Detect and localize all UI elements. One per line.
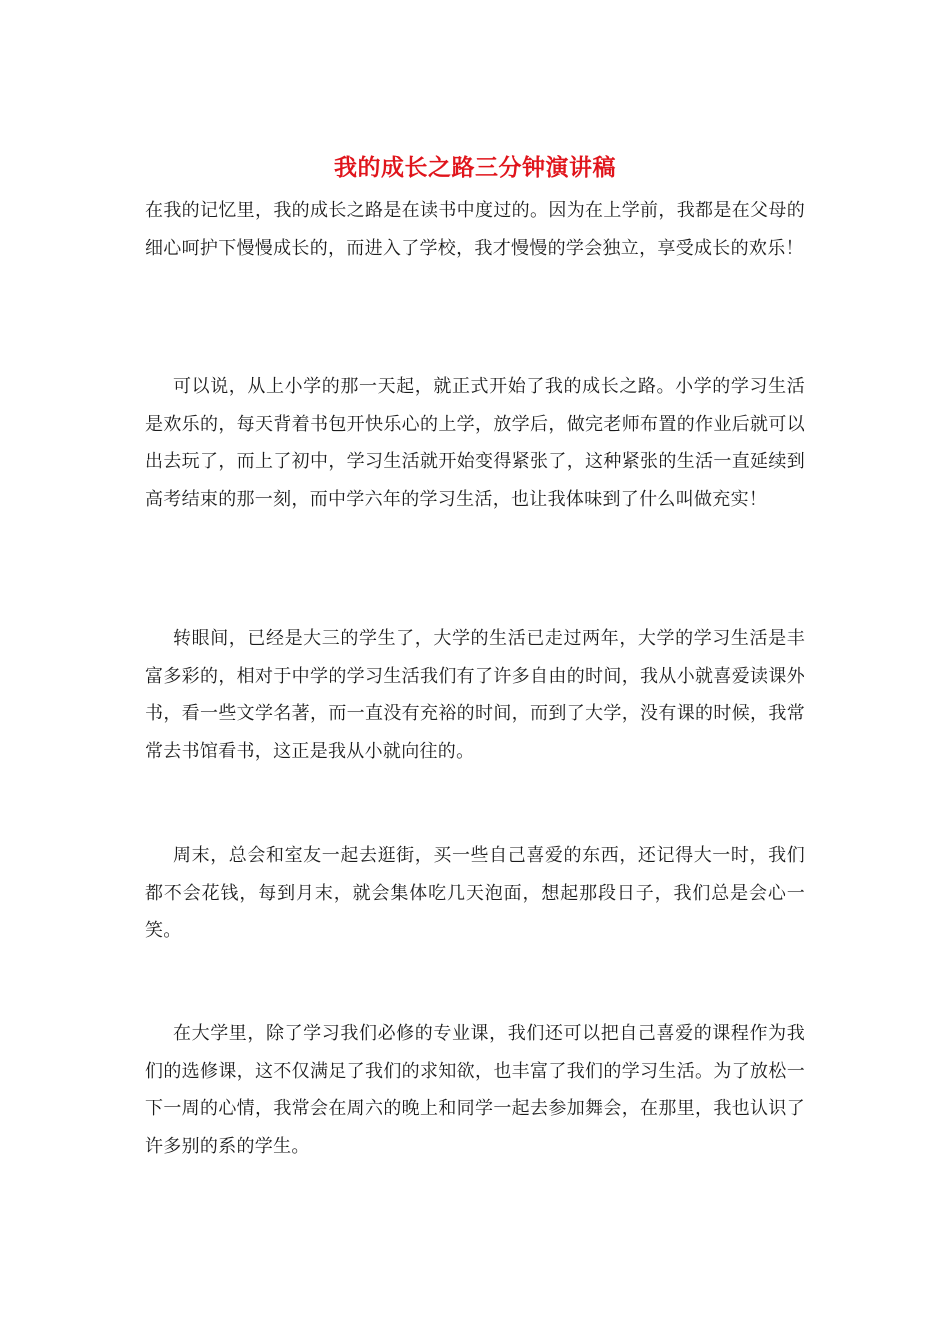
paragraph-1: 在我的记忆里，我的成长之路是在读书中度过的。因为在上学前，我都是在父母的细心呵护下慢慢成长的，而进入了学校，我才慢慢的学会独立，享受成长的欢乐！ <box>145 200 805 259</box>
document-title: 我的成长之路三分钟演讲稿 <box>334 154 616 181</box>
paragraph-3: 转眼间，已经是大三的学生了，大学的生活已走过两年，大学的学习生活是丰富多彩的，相对于中学的学习生活我们有了许多自由的时间，我从小就喜爱读课外书，看一些文学名著，而一直没有充裕的时间，而到了大学，没有课的时候，我常常去书馆看书，这正是我从小就向往的。 <box>145 628 805 762</box>
paragraph-5: 在大学里，除了学习我们必修的专业课，我们还可以把自己喜爱的课程作为我们的选修课，这不仅满足了我们的求知欲，也丰富了我们的学习生活。为了放松一下一周的心情，我常会在周六的晚上和同学一起去参加舞会，在那里，我也认识了许多别的系的学生。 <box>145 1023 805 1157</box>
paragraph-2: 可以说，从上小学的那一天起，就正式开始了我的成长之路。小学的学习生活是欢乐的，每天背着书包开快乐心的上学，放学后，做完老师布置的作业后就可以出去玩了，而上了初中，学习生活就开始变得紧张了，这种紧张的生活一直延续到高考结束的那一刻，而中学六年的学习生活，也让我体味到了什么叫做充实！ <box>145 376 805 510</box>
paragraph-4: 周末，总会和室友一起去逛街，买一些自己喜爱的东西，还记得大一时，我们都不会花钱，每到月末，就会集体吃几天泡面，想起那段日子，我们总是会心一笑。 <box>145 845 805 941</box>
